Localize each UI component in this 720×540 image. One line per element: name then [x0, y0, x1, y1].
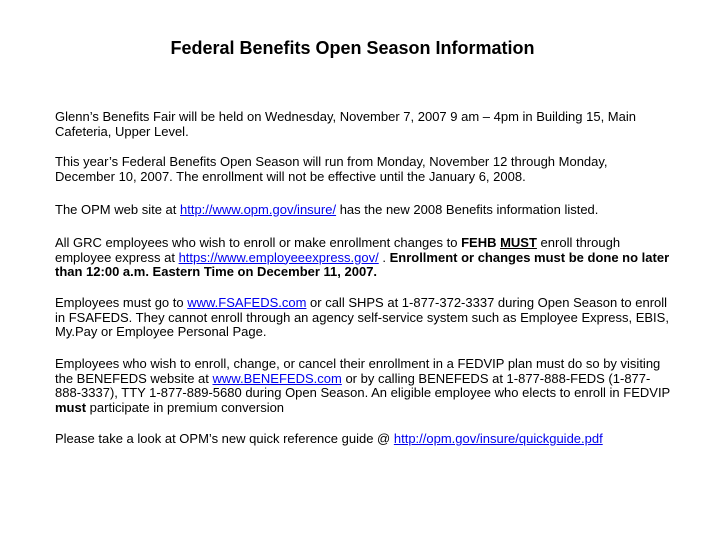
opm-website-text-before: The OPM web site at	[55, 202, 180, 217]
page-title: Federal Benefits Open Season Information	[170, 38, 535, 58]
fehb-label: FEHB	[461, 235, 497, 250]
fehb-enrollment-paragraph	[55, 236, 670, 280]
opm-website-paragraph	[55, 203, 670, 218]
fehb-must-emphasis: MUST	[500, 235, 537, 250]
quick-guide-paragraph	[55, 432, 670, 447]
fsafeds-text-after: or call SHPS at 1-877-372-3337 during Open Season to enroll in FSAFEDS. They cannot enroll through an agency self-service system such as Employee Express, EBIS, My.Pay or Employee Personal Page.	[55, 295, 669, 339]
open-season-dates-paragraph	[55, 155, 670, 184]
fedvip-text-before: Employees who wish to enroll, change, or cancel their enrollment in a FEDVIP plan must do so by visiting the BENEFEDS website at	[55, 356, 661, 386]
fsafeds-text-before: Employees must go to	[55, 295, 188, 310]
quick-guide-link[interactable]: http://opm.gov/insure/quickguide.pdf	[393, 431, 603, 446]
fedvip-paragraph	[55, 357, 670, 415]
fehb-text-mid: enroll through employee express at	[55, 235, 621, 265]
quick-guide-text-before: Please take a look at OPM’s new quick reference guide @	[55, 431, 394, 446]
fedvip-text-after: participate in premium conversion	[86, 399, 285, 415]
benefits-fair-paragraph	[55, 110, 670, 139]
benefeds-link[interactable]: www.BENEFEDS.com	[212, 370, 342, 386]
fedvip-text-mid: or by calling BENEFEDS at 1-877-888-FEDS (1-877-888-3337), TTY 1-877-889-5680 during Open Season. An eligible employee who elects to enroll in FEDVIP	[55, 370, 670, 400]
fsafeds-paragraph	[55, 296, 670, 340]
fehb-text-before: All GRC employees who wish to enroll or make enrollment changes to	[55, 235, 462, 250]
employee-express-link[interactable]: https://www.employeeexpress.gov/	[178, 249, 379, 265]
benefits-fair-text: Glenn’s Benefits Fair will be held on Wednesday, November 7, 2007 9 am – 4pm in Building 15, Main Cafeteria, Upper Level.	[55, 109, 636, 139]
fsafeds-link[interactable]: www.FSAFEDS.com	[187, 295, 307, 310]
fedvip-must-emphasis: must	[55, 399, 87, 415]
opm-website-text-after: has the new 2008 Benefits information listed.	[336, 202, 599, 217]
fehb-text-mid2: .	[378, 249, 390, 265]
fehb-deadline-text: Enrollment or changes must be done no later than 12:00 a.m. Eastern Time on December 11, 2007.	[55, 249, 670, 279]
opm-insure-link[interactable]: http://www.opm.gov/insure/	[180, 202, 337, 217]
open-season-dates-text: This year’s Federal Benefits Open Season will run from Monday, November 12 through Monday, December 10, 2007. The enrollment will not be effective until the January 6, 2008.	[55, 154, 608, 184]
